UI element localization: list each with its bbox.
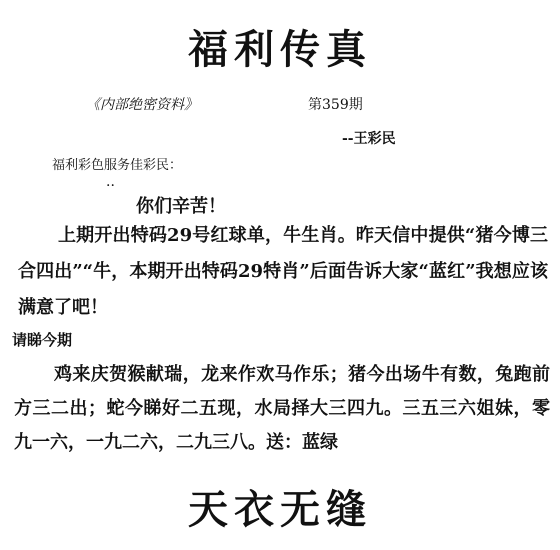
body-paragraph-1: 上期开出特码29号红球单，牛生肖。昨天信中提供“猪今博三合四出”“牛，本期开出特码29特肖”后面告诉大家“蓝红”我想应该满意了吧！ [18, 225, 548, 318]
source-label: 《内部绝密资料》 [86, 97, 198, 113]
salutation: 福利彩色服务佳彩民： [52, 158, 183, 173]
section-label: 请睇今期 [12, 331, 73, 349]
page-title: 福利传真 [188, 26, 372, 73]
greeting: 你们辛苦！ [136, 196, 226, 217]
sender-name: --王彩民 [342, 131, 396, 147]
ellipsis-dots: ·· [106, 178, 115, 194]
body-paragraph-2: 鸡来庆贺猴献瑞，龙来作欢马作乐；猪今出场牛有数，兔跑前方三二出；蛇今睇好二五现，水局择大三四九。三五三六姐妹，零九一六，一九二六，二九三八。送：蓝绿 [14, 364, 550, 453]
issue-number: 第359期 [308, 97, 363, 113]
footer-slogan: 天衣无缝 [188, 486, 372, 533]
